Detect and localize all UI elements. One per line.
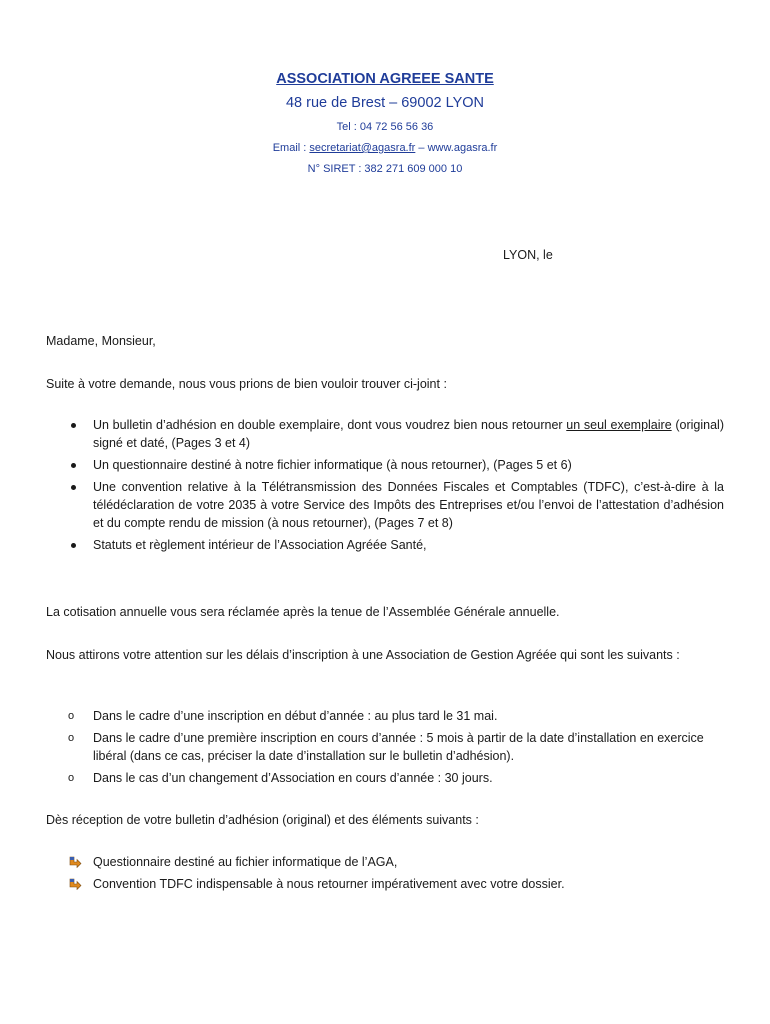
salutation: Madame, Monsieur, (46, 334, 156, 348)
bullet-circle: o (68, 710, 75, 722)
email-line (0, 142, 770, 154)
bullet-dot (71, 423, 76, 428)
list-item (46, 769, 724, 787)
list-item-text: Une convention relative à la Télétransmission des Données Fiscales et Comptables (TDFC), c’est-à-dire à la télédéclaration de votre 2035 à votre Service des Impôts des Entreprises et/ou l’envoi de l’attestation d’adhésion et du compte rendu de mission (à nous retourner), (Pages 7 et 8) (93, 480, 724, 530)
arrow-down-right-icon (68, 878, 82, 890)
list-item (46, 456, 724, 474)
list-item-text: Un bulletin d’adhésion en double exemplaire, dont vous voudrez bien nous retourner (93, 418, 567, 432)
list-item-text: Convention TDFC indispensable à nous retourner impérativement avec votre dossier. (93, 877, 565, 891)
bullet-circle: o (68, 772, 75, 784)
list-item-text: Dans le cadre d’une première inscription en cours d’année : 5 mois à partir de la date d’installation en exercice libéral (dans ce cas, préciser la date d’installation sur le bulletin d’adhésion). (93, 731, 704, 763)
list-item (46, 416, 724, 452)
list-item-underlined: un seul exemplaire (566, 418, 672, 432)
list-item-text: Dans le cas d’un changement d’Association en cours d’année : 30 jours. (93, 771, 493, 785)
required-items-list (46, 853, 724, 897)
list-item (46, 536, 724, 554)
list-item-text: Statuts et règlement intérieur de l’Association Agréée Santé, (93, 538, 427, 552)
association-address: 48 rue de Brest – 69002 LYON (285, 95, 485, 111)
email-link[interactable]: secretariat@agasra.fr (309, 142, 416, 154)
list-item-text: Dans le cadre d’une inscription en début d’année : au plus tard le 31 mai. (93, 709, 498, 723)
email-separator: – (415, 142, 428, 154)
bullet-dot (71, 463, 76, 468)
reception-paragraph: Dès réception de votre bulletin d’adhésion (original) et des éléments suivants : (46, 813, 479, 827)
list-item (46, 853, 724, 871)
city-date-line: LYON, le (503, 248, 553, 262)
telephone: Tel : 04 72 56 56 36 (336, 121, 434, 133)
email-prefix: Email : (272, 142, 310, 154)
list-item (46, 729, 724, 765)
arrow-down-right-icon (68, 856, 82, 868)
list-item (46, 478, 724, 532)
deadlines-list (46, 707, 724, 791)
documents-list (46, 416, 724, 558)
bullet-dot (71, 485, 76, 490)
list-item-text: Un questionnaire destiné à notre fichier informatique (à nous retourner), (Pages 5 et 6) (93, 458, 572, 472)
attention-paragraph: Nous attirons votre attention sur les délais d’inscription à une Association de Gestion Agréée qui sont les suivants : (46, 648, 680, 662)
list-item (46, 875, 724, 893)
bullet-circle: o (68, 732, 75, 744)
list-item (46, 707, 724, 725)
association-name: ASSOCIATION AGREEE SANTE (276, 71, 494, 87)
intro-paragraph: Suite à votre demande, nous vous prions de bien vouloir trouver ci-joint : (46, 377, 447, 391)
siret-number: N° SIRET : 382 271 609 000 10 (307, 163, 463, 175)
bullet-dot (71, 543, 76, 548)
list-item-text: Questionnaire destiné au fichier informatique de l’AGA, (93, 855, 398, 869)
cotisation-paragraph: La cotisation annuelle vous sera réclamée après la tenue de l’Assemblée Générale annuelle. (46, 605, 560, 619)
list-item-text-end: (original) signé et daté, (Pages 3 et 4) (93, 418, 724, 450)
website: www.agasra.fr (427, 142, 498, 154)
